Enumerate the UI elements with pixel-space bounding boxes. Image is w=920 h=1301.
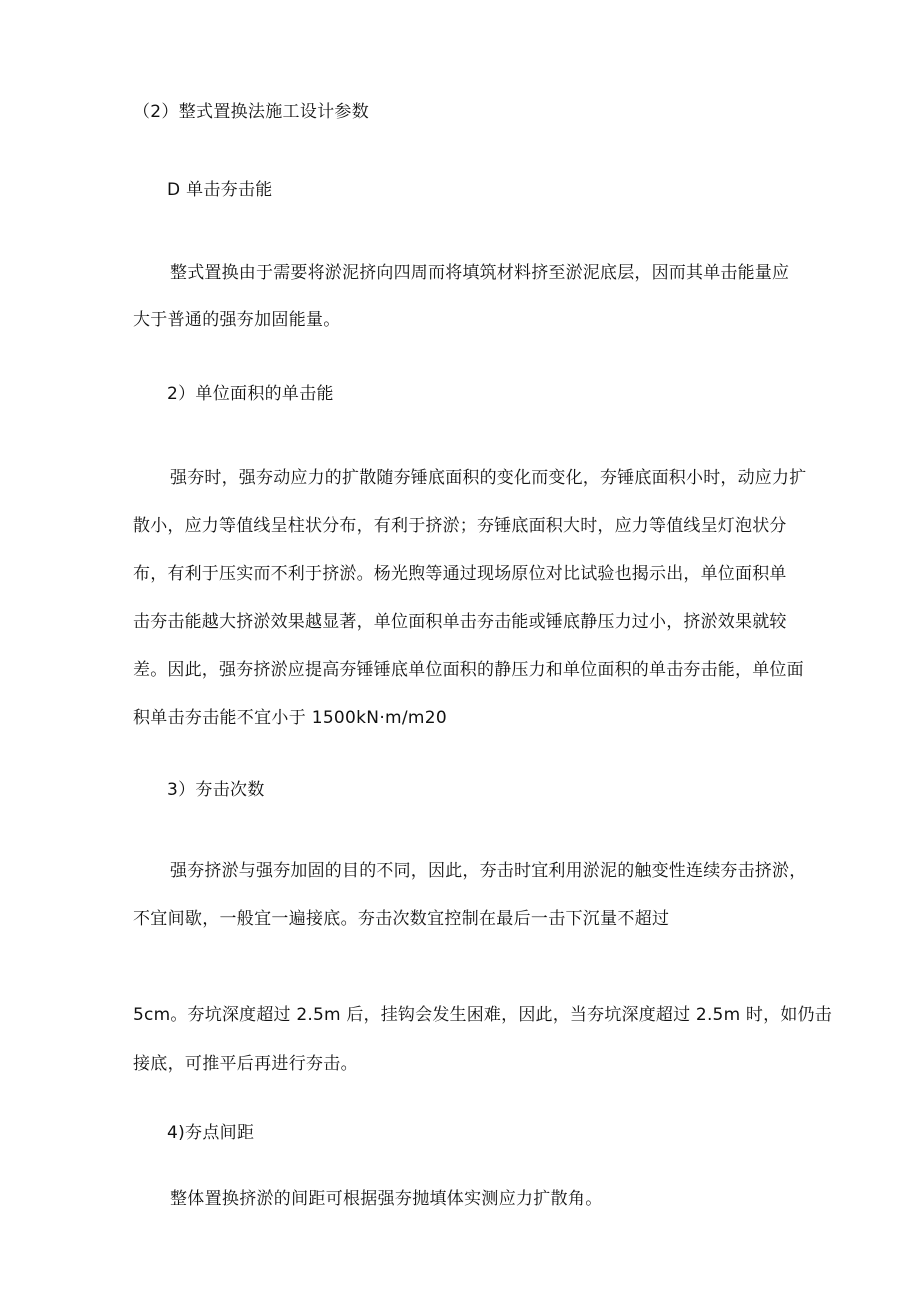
paragraph-line: 强夯时，强夯动应力的扩散随夯锤底面积的变化而变化，夯锤底面积小时，动应力扩 [170,468,807,488]
paragraph-line: 差。因此，强夯挤淤应提高夯锤锤底单位面积的静压力和单位面积的单击夯击能，单位面 [133,660,804,680]
paragraph-line: 大于普通的强夯加固能量。 [133,310,341,330]
paragraph-line: 接底，可推平后再进行夯击。 [133,1054,358,1074]
subsection-title-tamping-spacing: 4)夯点间距 [167,1123,255,1143]
section-heading: （2）整式置换法施工设计参数 [133,102,370,122]
paragraph-line: 散小，应力等值线呈柱状分布，有利于挤淤；夯锤底面积大时，应力等值线呈灯泡状分 [133,516,787,536]
paragraph-line: 布，有利于压实而不利于挤淤。杨光煦等通过现场原位对比试验也揭示出，单位面积单 [133,564,787,584]
paragraph-line: 整体置换挤淤的间距可根据强夯抛填体实测应力扩散角。 [170,1189,603,1209]
subsection-title-blow-count: 3）夯击次数 [167,780,265,800]
paragraph-line: 5cm。夯坑深度超过 2.5m 后，挂钩会发生困难，因此，当夯坑深度超过 2.5m 时，如仍击 [133,1005,832,1025]
paragraph-line: 整式置换由于需要将淤泥挤向四周而将填筑材料挤至淤泥底层，因而其单击能量应 [170,263,790,283]
subsection-title-unit-area-energy: 2）单位面积的单击能 [167,384,334,404]
paragraph-line: 积单击夯击能不宜小于 1500kN·m/m20 [133,708,448,728]
paragraph-line: 不宜间歇，一般宜一遍接底。夯击次数宜控制在最后一击下沉量不超过 [133,909,670,929]
paragraph-line: 击夯击能越大挤淤效果越显著，单位面积单击夯击能或锤底静压力过小，挤淤效果就较 [133,612,787,632]
paragraph-line: 强夯挤淤与强夯加固的目的不同，因此，夯击时宜利用淤泥的触变性连续夯击挤淤， [170,861,807,881]
subsection-title-single-blow-energy: D 单击夯击能 [167,180,273,200]
